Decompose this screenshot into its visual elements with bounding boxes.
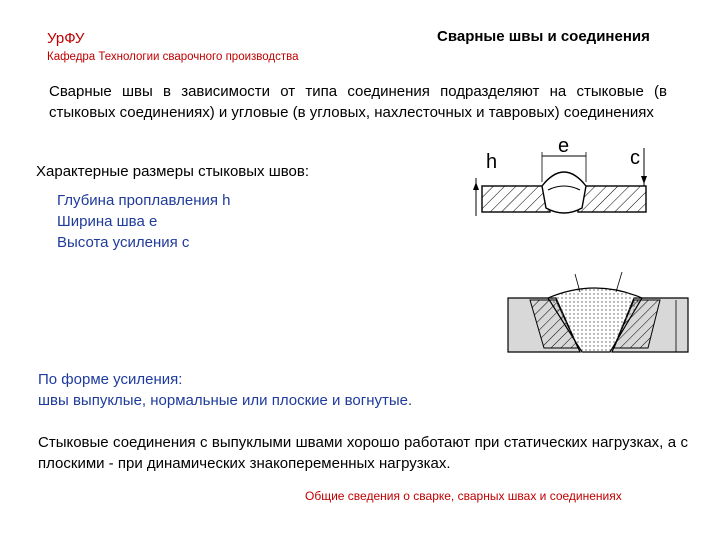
h-arrow-icon — [473, 182, 479, 190]
v-groove-weld-diagram — [500, 260, 695, 365]
label-c: c — [630, 147, 640, 169]
dimension-width: Ширина шва е — [57, 213, 158, 230]
conclusion-paragraph: Стыковые соединения с выпуклыми швами хорошо работают при статических нагрузках, а с плоскими - при динамических знакопеременных нагрузках. — [38, 434, 688, 472]
weld-bead — [542, 172, 586, 213]
org-name: УрФУ — [47, 30, 85, 47]
dimension-height: Высота усиления с — [57, 234, 190, 251]
intro-paragraph: Сварные швы в зависимости от типа соединения подразделяют на стыковые (в стыковых соединениях) и угловые (в угловых, нахлесточных и тавровых) соединениях — [49, 83, 667, 121]
label-e: e — [558, 138, 570, 157]
reinforcement-text — [38, 369, 412, 411]
butt-weld-dimensions-diagram — [462, 138, 662, 238]
dimension-depth: Глубина проплавления h — [57, 192, 231, 209]
c-arrow-icon — [641, 176, 647, 184]
reinforcement-types: швы выпуклые, нормальные или плоские и вогнутые. — [38, 392, 413, 409]
dimensions-heading: Характерные размеры стыковых швов: — [36, 163, 310, 180]
department-name: Кафедра Технологии сварочного производства — [47, 51, 299, 63]
dimensions-list — [57, 190, 231, 253]
slide-title: Сварные швы и соединения — [437, 28, 650, 45]
right-plate — [578, 186, 646, 212]
label-h: h — [486, 151, 498, 173]
left-plate — [482, 186, 550, 212]
footer-caption: Общие сведения о сварке, сварных швах и соединениях — [305, 489, 622, 503]
reinforcement-heading: По форме усиления: — [38, 371, 183, 388]
